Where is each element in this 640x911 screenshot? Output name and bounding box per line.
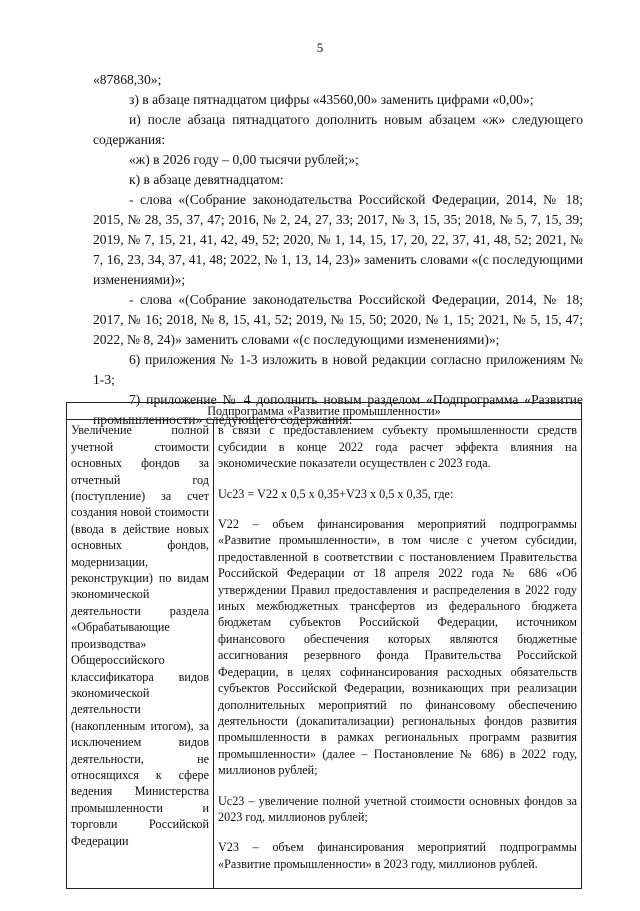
method-paragraph: Uc23 – увеличение полной учетной стоимости основных фондов за 2023 год, миллионов рублей; — [218, 793, 577, 824]
paragraph: «ж) в 2026 году – 0,00 тысячи рублей;»; — [129, 152, 359, 167]
method-paragraph: V22 – объем финансирования мероприятий подпрограммы «Развитие промышленности», в том числе с учетом субсидии, предоставленной в соответствии с постановлением Правительства Российской Федерации от 18 апреля 2022 года № 686 «Об утверждении Правил предоставления и распределения в 2022 году иных межбюджетных трансфертов из федерального бюджета бюджетам субъектов Российской Федерации, источником финансового обеспечения которых являются бюджетные ассигнования резервного фонда Правительства Российской Федерации, в целях софинансирования расходных обязательств субъектов Российской Федерации, возникающих при реализации дополнительных мероприятий по финансовому обеспечению деятельности (докапитализации) региональных фондов развития промышленности в рамках региональных программ развития промышленности» (далее – Постановление № 686) в 2022 году, миллионов рублей; — [218, 517, 577, 778]
paragraph: к) в абзаце девятнадцатом: — [129, 172, 284, 187]
method-paragraph: в связи с предоставлением субъекту промышленности средств субсидии в конце 2022 года расчет эффекта влияния на экономические показатели осуществлен с 2023 года. — [218, 423, 577, 471]
subprogram-table — [66, 402, 582, 889]
document-body — [93, 70, 583, 430]
paragraph: 6) приложения № 1-3 изложить в новой редакции согласно приложениям № 1-3; — [93, 352, 583, 387]
table-row — [67, 420, 582, 889]
paragraph: з) в абзаце пятнадцатом цифры «43560,00» заменить цифрами «0,00»; — [129, 92, 534, 107]
paragraph: - слова «(Собрание законодательства Российской Федерации, 2014, № 18; 2015, № 28, 35, 37, 47; 2016, № 2, 24, 27, 33; 2017, № 3, 15, 35; 2018, № 5, 7, 15, 39; 2019, № 7, 15, 21, 41, 42, 49, 52; 2020, № 1, 14, 15, 17, 20, 22, 37, 41, 48, 52; 2021, № 7, 16, 23, 34, 37, 41, 48; 2022, № 1, 13, 14, 23)» заменить словами «(с последующими изменениями)»; — [93, 192, 583, 287]
formula: Uc23 = V22 x 0,5 x 0,35+V23 x 0,5 x 0,35, где: — [218, 486, 454, 501]
method-paragraph: V23 – объем финансирования мероприятий подпрограммы «Развитие промышленности» в 2023 году, миллионов рублей. — [218, 840, 577, 871]
paragraph: «87868,30»; — [93, 72, 162, 87]
paragraph: - слова «(Собрание законодательства Российской Федерации, 2014, № 18; 2017, № 16; 2018, № 8, 15, 41, 52; 2019, № 15, 50; 2020, № 1, 15; 2021, № 5, 15, 47; 2022, № 8, 24)» заменить словами «(с последующими изменениями)»; — [93, 292, 583, 347]
calculation-method-cell — [214, 420, 582, 889]
paragraph: и) после абзаца пятнадцатого дополнить новым абзацем «ж» следующего содержания: — [93, 112, 583, 147]
page-number: 5 — [316, 40, 324, 55]
indicator-name-cell: Увеличение полной учетной стоимости основных фондов за отчетный год (поступление) за счет создания новой стоимости (ввода в действие новых основных фондов, модернизации, реконструкции) по видам экономической деятельности раздела «Обрабатывающие производства» Общероссийского классификатора видов экономической деятельности (накопленным итогом), за исключением видов деятельности, не относящихся к сфере ведения Министерства промышленности и торговли Российской Федерации — [67, 420, 214, 889]
table-header: Подпрограмма «Развитие промышленности» — [67, 403, 582, 420]
table-header-row — [67, 403, 582, 420]
paragraph: 7) приложение № 4 дополнить новым разделом «Подпрограмма «Развитие промышленности» следующего содержания: — [93, 392, 583, 427]
